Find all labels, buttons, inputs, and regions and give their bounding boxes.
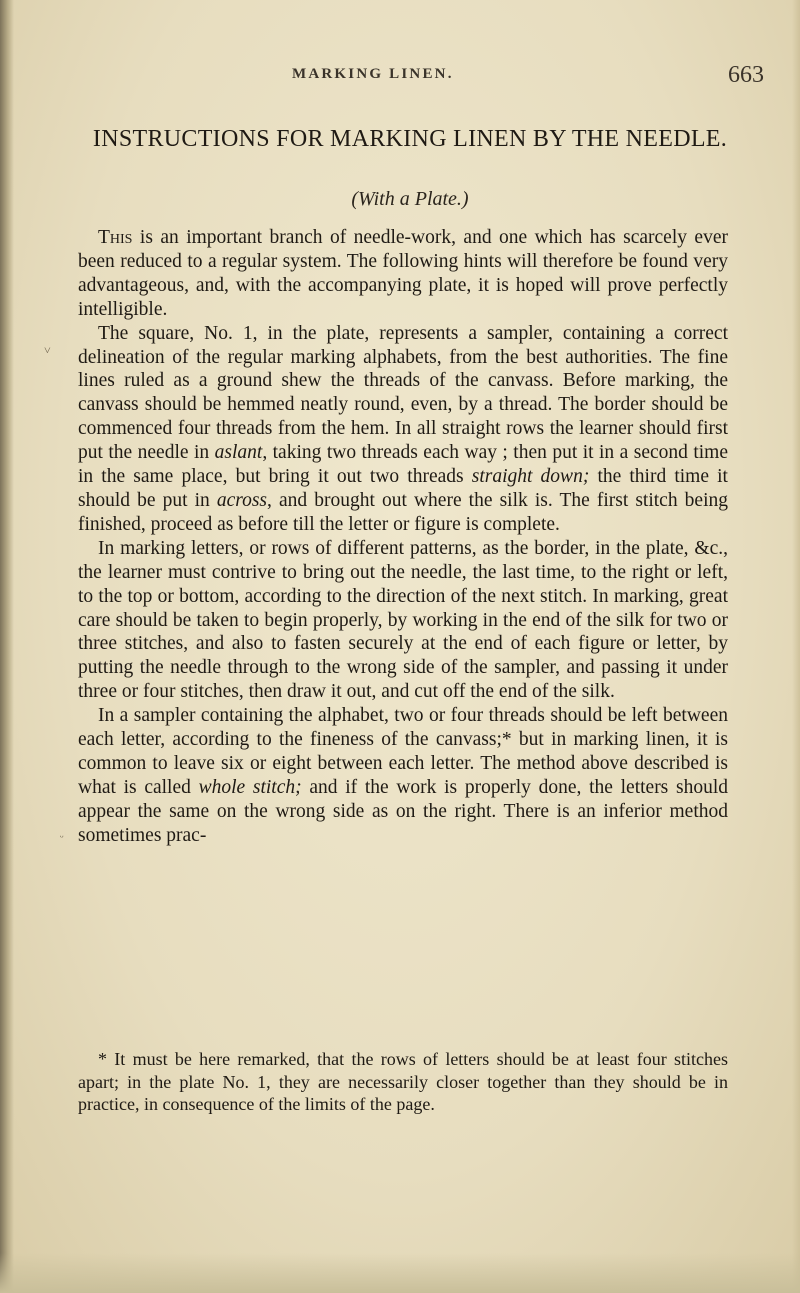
paragraph-3: In marking letters, or rows of different patterns, as the border, in the plate, &c., the learner must contrive to bring out the needle, the last time, to the right or left, to the top or bottom, according to the direction of the next stitch. In marking, great care should be taken to begin properly, by working in the end of the silk for two or three stitches, and also to fasten securely at the end of each figure or letter, by putting the needle through to the wrong side of the sampler, and passing it under three or four stitches, then draw it out, and cut off the end of the silk.: [78, 537, 728, 703]
page-number: 663: [728, 62, 764, 88]
paragraph-2-italic-1: aslant: [214, 442, 263, 464]
margin-mark: ᵕ: [60, 830, 64, 844]
margin-mark: ˅: [44, 343, 51, 357]
footnote: [78, 1048, 728, 1116]
paragraph-2-text-4: , and brought out where the silk is. The first stitch being finished, proceed as before till the letter or figure is complete.: [78, 489, 728, 535]
running-title: MARKING LINEN.: [292, 66, 454, 82]
paragraph-4: [78, 704, 728, 847]
paragraph-1-lead: This: [98, 227, 133, 248]
paragraph-2: [78, 322, 728, 537]
paragraph-4-italic-1: whole stitch;: [198, 776, 302, 798]
running-head: [0, 62, 800, 92]
paragraph-1: [78, 226, 728, 322]
footnote-text: * It must be here remarked, that the rows of letters should be at least four stitches apart; in the plate No. 1, they are necessarily closer together than they should be in practice, in consequence of the limits of the page.: [78, 1049, 728, 1114]
paragraph-1-text: is an important branch of needle-work, and one which has scarcely ever been reduced to a regular system. The following hints will therefore be found very advantageous, and, with the accompanying plate, it is hoped will prove perfectly intelligible.: [78, 227, 728, 320]
paragraph-2-italic-2: straight down;: [471, 466, 590, 488]
paragraph-4-text-1: In a sampler containing the alphabet, two or four threads should be left between each letter, according to the fineness of the canvass;* but in marking linen, it is common to leave six or eight between each letter. The method above described is what is called: [78, 705, 728, 798]
paragraph-4-text-2: and if the work is properly done, the letters should appear the same on the wrong side as on the right. There is an inferior method sometimes prac-: [78, 776, 728, 846]
page-right-edge: [792, 0, 800, 1293]
plate-note: (With a Plate.): [351, 188, 469, 210]
article-title: INSTRUCTIONS FOR MARKING LINEN BY THE NEEDLE.: [92, 126, 728, 152]
page-bottom-edge: [0, 1253, 800, 1293]
paragraph-2-text-3: the third time it should be put in: [78, 466, 728, 511]
paragraph-2-text-1: The square, No. 1, in the plate, represents a sampler, containing a correct delineation of the regular marking alphabets, from the best authorities. The fine lines ruled as a ground shew the threads of the canvass. Before marking, the canvass should be hemmed neatly round, even, by a thread. The border should be commenced four threads from the hem. In all straight rows the learner should first put the needle in: [78, 322, 728, 464]
article-body: [78, 226, 728, 848]
page-binding-shadow: [0, 0, 14, 1293]
paragraph-2-text-2: , taking two threads each way ; then put it in a second time in the same place, but bring it out two threads: [78, 442, 728, 488]
paragraph-2-italic-3: across: [216, 489, 268, 511]
